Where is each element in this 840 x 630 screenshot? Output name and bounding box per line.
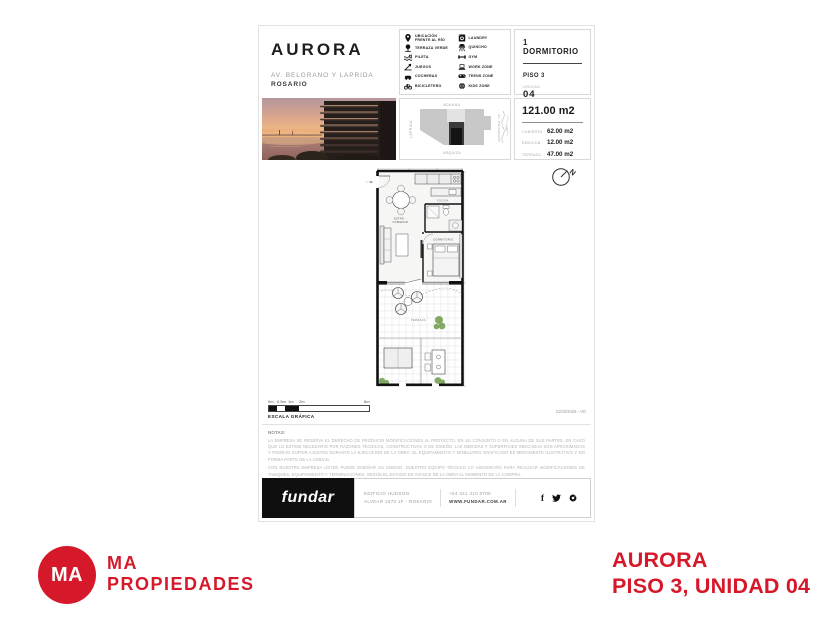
building-photo	[262, 98, 396, 160]
playground-icon	[404, 63, 412, 71]
location-pin-icon	[404, 34, 412, 42]
ma-logo-text: MA	[50, 563, 84, 586]
floor-plan-area	[262, 160, 591, 399]
footer-office	[364, 490, 432, 507]
floor-plan-drawing	[365, 168, 467, 390]
amenity-teens-zone	[458, 72, 507, 80]
room-label-dormitorio: DORMITORIO	[433, 238, 454, 242]
amenity-label: TERRAZA VERDE	[415, 45, 449, 50]
amenity-juegos	[404, 63, 453, 71]
unit-label: UNIDAD	[523, 85, 541, 89]
brand-line-1: MA	[107, 553, 138, 573]
amenity-kids-zone	[458, 82, 507, 90]
amenity-gym	[458, 53, 507, 61]
unit-number: 04	[523, 89, 536, 100]
amenity-quincho	[458, 44, 507, 52]
project-title: AURORA	[271, 40, 364, 59]
amenity-label: LAUNDRY	[468, 35, 488, 40]
caption-project: AURORA	[612, 548, 708, 572]
amenity-label: BICICLETERO	[415, 83, 442, 88]
amenity-label: COCHERAS	[415, 74, 438, 79]
dumbbell-icon	[458, 53, 466, 61]
footer-website[interactable]: WWW.FUNDAR.COM.AR	[449, 499, 507, 504]
footer-building: EDIFICIO HUDSON	[364, 490, 410, 496]
scale-bar	[268, 405, 370, 412]
laptop-icon	[458, 63, 466, 71]
area-value: 47.00 m2	[547, 150, 574, 158]
room-label-cocina: COCINA	[437, 199, 449, 203]
notes-paragraph-1: LA EMPRESA SE RESERVA EL DERECHO DE PRODUCIR MODIFICACIONES AL PROYECTO, EN SU CONJUNTO O EN ALGUNA DE SUS PARTES, EN CASO QUE LO ESTIME NECESARIO POR RAZONES TÉCNICAS, CONSTRUCTIVAS O DE DISEÑO. LAS MEDIDAS Y SUPERFICIES INDICADAS SON APROXIMADAS Y PODRÁN SUFRIR AJUSTES DURANTE LA EJECUCIÓN DE LA OBRA. EL EQUIPAMIENTO Y MOBILIARIO GRAFICADO ES MERAMENTE ILUSTRATIVO Y NO FORMA PARTE DE LA UNIDAD.	[268, 437, 585, 462]
street-top-label: ADUANA	[443, 103, 461, 107]
amenity-cocheras	[404, 73, 453, 81]
fundar-logo: fundar	[262, 478, 354, 518]
unit-type: 1 DORMITORIO	[523, 38, 582, 64]
brand-line-2: PROPIEDADES	[107, 574, 255, 595]
street-left-label: LAPRIDA	[409, 120, 413, 138]
amenity-pileta	[404, 54, 453, 62]
amenity-label: JUEGOS	[415, 64, 432, 69]
amenity-laundry	[458, 34, 507, 42]
green-terrace-icon	[404, 44, 412, 52]
listing-caption	[612, 547, 810, 600]
footer-divider	[440, 489, 441, 507]
amenity-label: PILETA	[415, 55, 429, 60]
amenity-label: GYM	[468, 55, 478, 60]
footer-phone[interactable]: +54 341 410 0700	[449, 490, 492, 496]
car-icon	[404, 73, 412, 81]
footer-info	[354, 478, 591, 518]
room-label-comedor: COMEDOR	[392, 221, 409, 224]
caption-unit: PISO 3, UNIDAD 04	[612, 574, 811, 599]
instagram-icon[interactable]	[569, 494, 577, 502]
ma-logo	[38, 546, 96, 604]
scale-tick: 0,5m	[277, 399, 286, 404]
site-plan-map	[399, 98, 511, 160]
room-label-terraza: TERRAZA	[411, 319, 426, 322]
scale-tick: 1m	[288, 399, 294, 404]
plan-date: 31/03/2025 - VD	[555, 409, 586, 414]
ma-propiedades-wordmark	[107, 553, 255, 595]
scale-tick: 0m	[268, 399, 274, 404]
project-city: ROSARIO	[271, 81, 308, 88]
amenity-label: WORK ZONE	[468, 64, 493, 69]
river-label: RÍO	[504, 126, 509, 132]
amenity-work-zone	[458, 63, 507, 71]
area-value: 62.00 m2	[547, 127, 574, 135]
area-label: TERRAZA	[522, 152, 541, 157]
notes-heading: NOTAS:	[268, 430, 286, 435]
facebook-icon[interactable]: f	[541, 493, 544, 503]
sheet-footer	[262, 478, 591, 518]
svg-text:N: N	[567, 167, 578, 178]
twitter-icon[interactable]	[552, 494, 561, 502]
scale-tick: 8m	[364, 399, 370, 404]
street-right-label: AV. BELGRANO	[497, 114, 501, 142]
notes-paragraph-2: CON NUESTRA EMPRESA USTED PUEDE DISEÑAR SU UNIDAD. NUESTRO EQUIPO TÉCNICO LO ASESORARÁ PARA REALIZAR MODIFICACIONES DE TABIQUES, EQUIPAMIENTO Y TERMINACIONES, SEGÚN EL ESTADO DE AVANCE DE LA OBRA AL MOMENTO DE LA COMPRA.	[268, 465, 585, 477]
room-label-estar: ESTAR	[394, 217, 404, 221]
notes-section	[262, 424, 591, 476]
north-compass-icon	[550, 164, 578, 188]
project-title-block	[262, 29, 396, 95]
footer-address: ALVEAR 1670 1F - ROSARIO	[364, 499, 433, 504]
unit-info-box	[514, 29, 591, 100]
total-area: 121.00 m2	[522, 105, 583, 123]
amenity-label: UBICACIÓN FRENTE AL RÍO	[415, 34, 445, 43]
area-label: CUBIERTA	[522, 129, 543, 134]
footer-contact	[449, 490, 507, 507]
pool-icon	[404, 54, 412, 62]
social-icons	[541, 493, 581, 503]
areas-box	[514, 98, 591, 160]
amenity-terraza-verde	[404, 44, 453, 52]
gamepad-icon	[458, 72, 466, 80]
amenities-legend	[399, 29, 511, 95]
scale-tick: 2m	[299, 399, 305, 404]
entry-arrow	[366, 181, 373, 184]
street-bottom-label: URQUIZA	[442, 151, 462, 155]
plan-sheet	[258, 25, 595, 522]
unit-floor: PISO 3	[523, 73, 545, 79]
amenity-ubicacion	[404, 34, 453, 43]
amenity-bicicletero	[404, 82, 453, 90]
area-label: SEMICUB.	[522, 141, 542, 145]
area-row	[522, 128, 583, 135]
grill-icon	[458, 44, 466, 52]
area-value: 12.00 m2	[547, 139, 574, 146]
project-address: AV. BELGRANO Y LAPRIDA	[271, 72, 374, 79]
footer-divider	[515, 489, 516, 507]
ball-icon	[458, 82, 466, 90]
bicycle-icon	[404, 82, 412, 90]
area-row	[522, 139, 583, 146]
amenity-label: TEENS ZONE	[468, 74, 494, 79]
laundry-icon	[458, 34, 466, 42]
scale-label: ESCALA GRÁFICA	[268, 414, 315, 419]
area-row	[522, 151, 583, 158]
amenity-label: QUINCHO	[468, 45, 487, 50]
amenity-label: KIDS ZONE	[468, 83, 490, 88]
scale-bar-row	[265, 399, 588, 424]
